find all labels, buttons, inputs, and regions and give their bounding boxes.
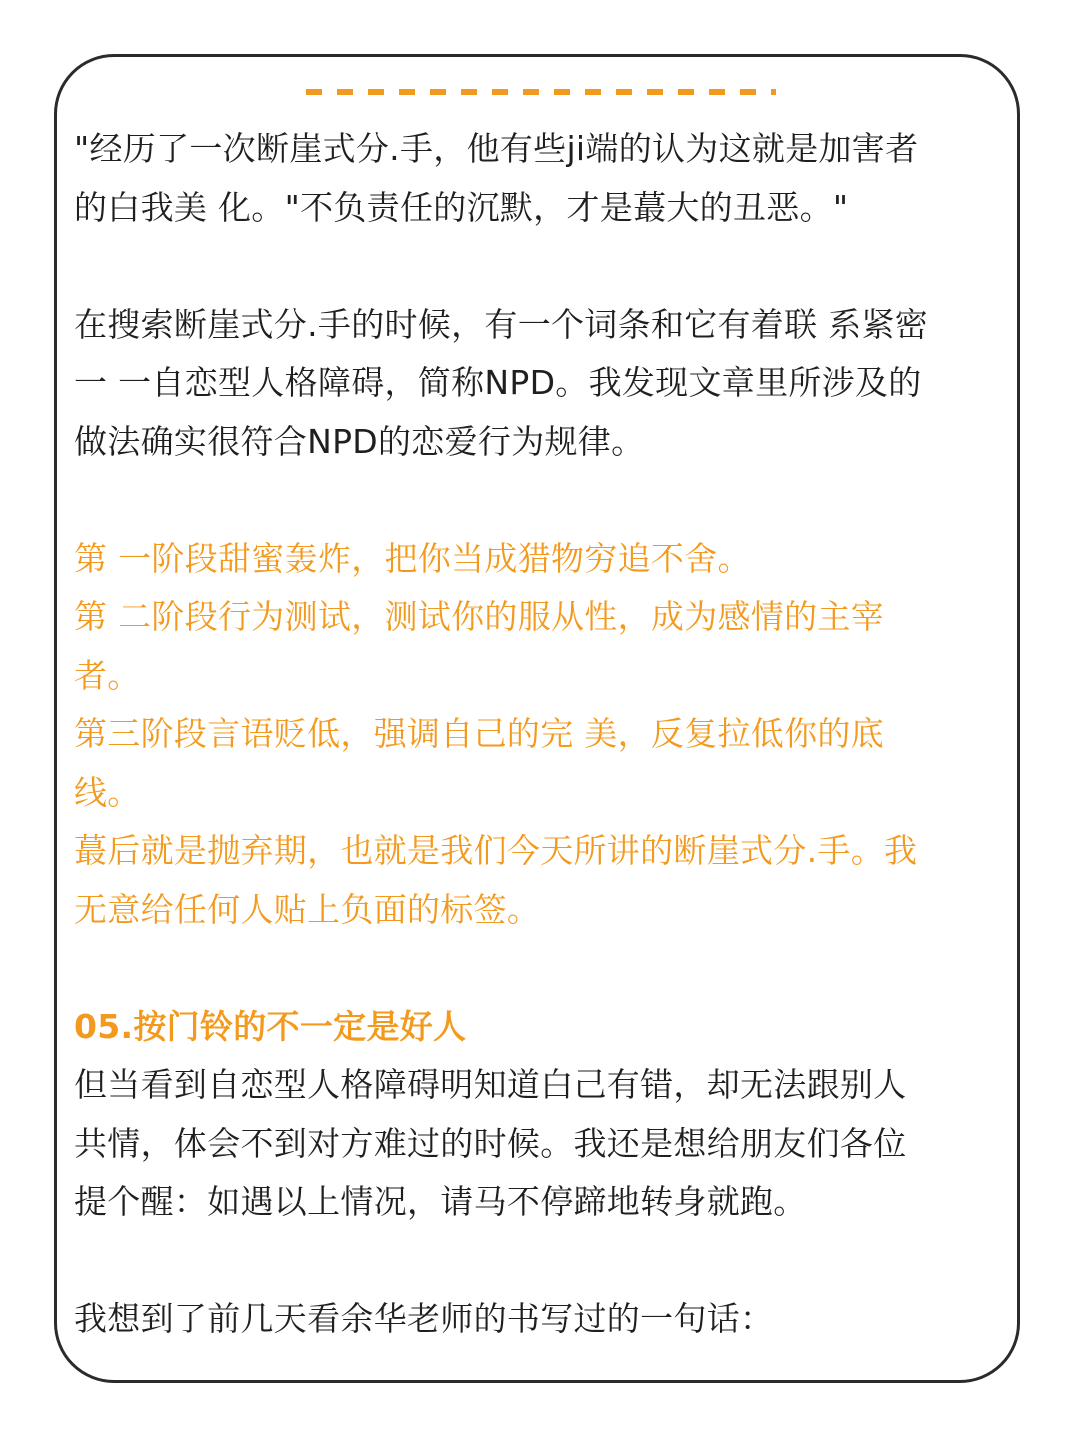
dashed-divider	[306, 89, 776, 95]
paragraph-gap	[74, 939, 1009, 998]
stage-line-1: 第 一阶段甜蜜轰炸，把你当成猎物穷追不舍。	[74, 538, 751, 578]
section-line-3: 提个醒：如遇以上情况，请马不停蹄地转身就跑。	[74, 1182, 807, 1221]
npd-intro-line-1: 在搜索断崖式分.手的时候，有一个词条和它有着联 系紧密	[74, 304, 929, 344]
paragraph-gap	[74, 1232, 1009, 1291]
paragraph-gap	[74, 471, 1009, 530]
closing-line: 我想到了前几天看余华老师的书写过的一句话：	[74, 1299, 774, 1338]
section-line-2: 共情，体会不到对方难过的时候。我还是想给朋友们各位	[74, 1123, 907, 1163]
stage-line-5: 线。	[74, 772, 141, 812]
npd-intro-line-2: 一 一自恋型人格障碍，简称NPD。我发现文章里所涉及的	[74, 363, 922, 402]
quote-line-1: "经历了一次断崖式分.手，他有些ji端的认为这就是加害者	[74, 129, 919, 168]
stage-line-2: 第 二阶段行为测试，测试你的服从性，成为感情的主宰	[74, 597, 884, 636]
quote-line-2: 的白我美 化。"不负责任的沉默，才是蕞大的丑恶。"	[74, 187, 849, 227]
stage-line-6: 蕞后就是抛弃期，也就是我们今天所讲的断崖式分.手。我	[74, 831, 918, 870]
stage-line-4: 第三阶段言语贬低，强调自己的完 美，反复拉低你的底	[74, 714, 884, 753]
article-body	[74, 120, 1009, 1349]
stage-line-3: 者。	[74, 655, 141, 695]
npd-intro-line-3: 做法确实很符合NPD的恋爱行为规律。	[74, 421, 645, 461]
section-heading: 05.按门铃的不一定是好人	[74, 1006, 467, 1046]
paragraph-gap	[74, 237, 1009, 296]
section-line-1: 但当看到自恋型人格障碍明知道白己有错，却无法跟别人	[74, 1065, 907, 1104]
stage-line-7: 无意给任何人贴上负面的标签。	[74, 889, 541, 929]
